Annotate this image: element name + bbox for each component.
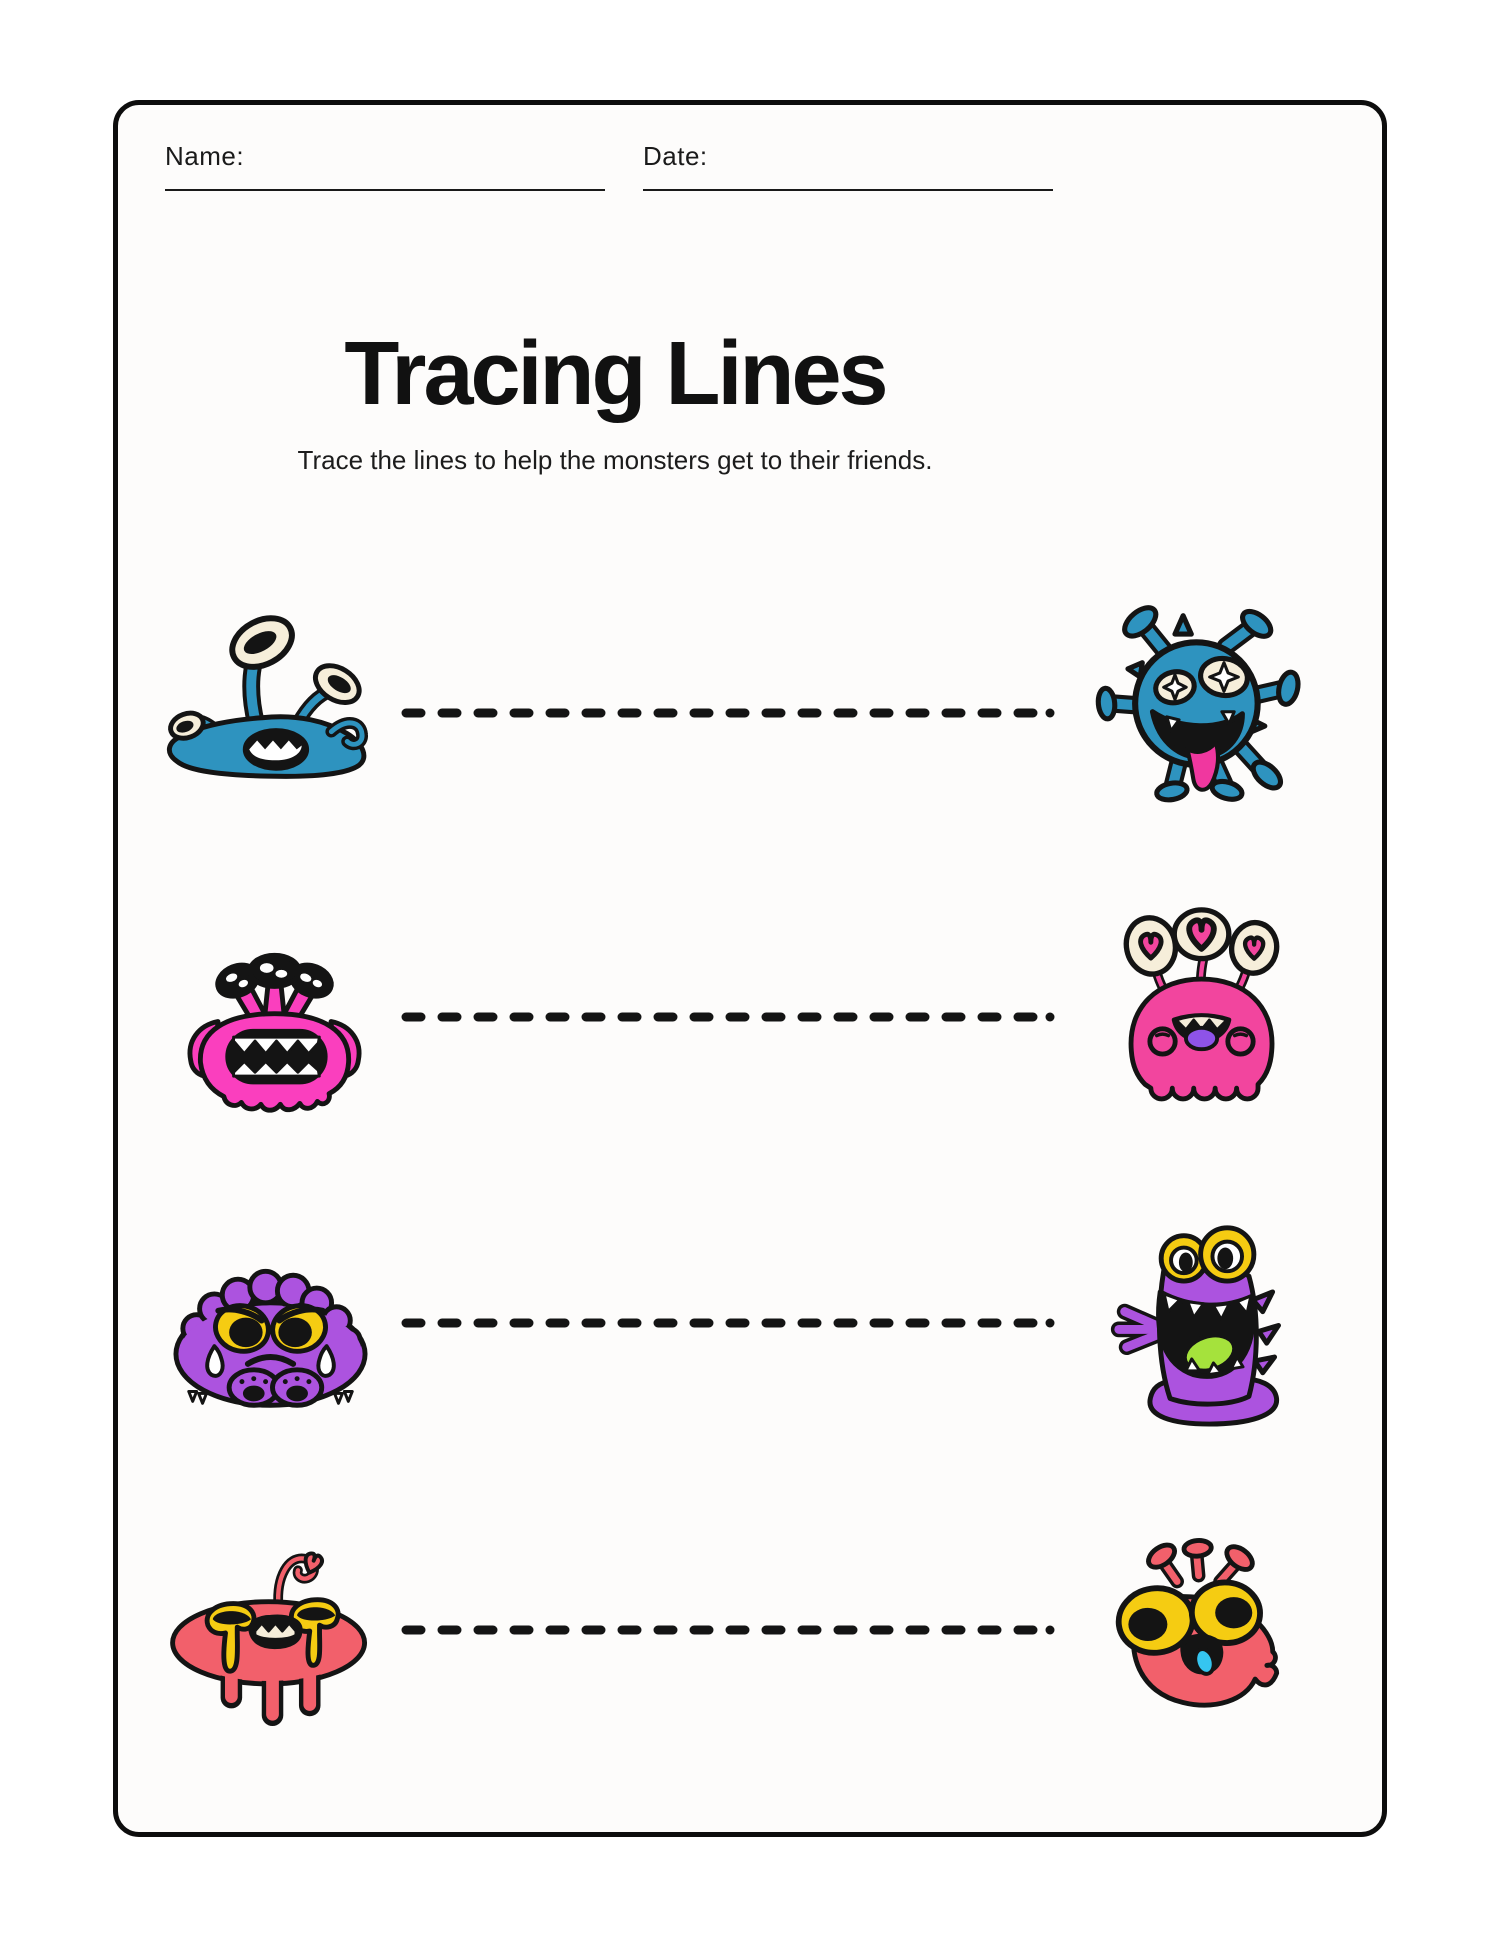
teal-slug-monster-icon — [157, 601, 385, 789]
tracing-line-4[interactable] — [398, 1622, 1063, 1638]
tracing-line-3[interactable] — [398, 1315, 1063, 1331]
date-field — [643, 141, 1053, 172]
coral-snail-monster-icon — [1093, 1521, 1313, 1721]
date-input-line[interactable] — [643, 189, 1053, 191]
purple-dino-monster-icon — [1103, 1205, 1315, 1437]
teal-virus-monster-icon — [1081, 581, 1321, 821]
tracing-line-1[interactable] — [398, 705, 1063, 721]
name-label: Name: — [165, 141, 245, 171]
tracing-line-2[interactable] — [398, 1009, 1063, 1025]
hot-pink-toothy-monster-icon — [175, 928, 375, 1118]
name-field — [165, 141, 605, 172]
page-title: Tracing Lines — [344, 324, 886, 424]
worksheet-card — [113, 100, 1387, 1837]
coral-melting-monster-icon — [153, 1537, 393, 1728]
page-subtitle: Trace the lines to help the monsters get to their friends. — [297, 445, 933, 475]
pink-heart-eyes-monster-icon — [1100, 905, 1305, 1134]
purple-sad-monster-icon — [155, 1226, 387, 1423]
date-label: Date: — [643, 141, 708, 171]
name-input-line[interactable] — [165, 189, 605, 191]
